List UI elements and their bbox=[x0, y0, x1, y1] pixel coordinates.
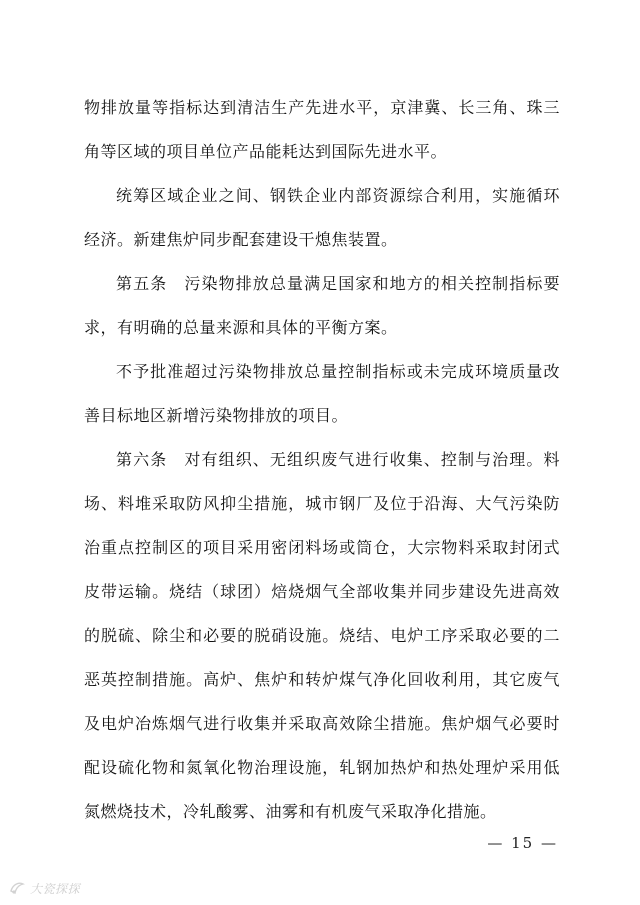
page-number: — 15 — bbox=[487, 834, 558, 852]
paragraph-continuation: 物排放量等指标达到清洁生产先进水平，京津冀、长三角、珠三角等区域的项目单位产品能耗达到国际先进水平。 bbox=[84, 98, 560, 161]
paragraph-approval-restriction: 不予批准超过污染物排放总量控制指标或未完成环境质量改善目标地区新增污染物排放的项目。 bbox=[84, 362, 560, 425]
watermark bbox=[8, 879, 80, 897]
watermark-logo-icon bbox=[8, 879, 26, 897]
paragraph-article-6: 第六条 对有组织、无组织废气进行收集、控制与治理。料场、料堆采取防风抑尘措施，城市钢厂及位于沿海、大气污染防治重点控制区的项目采用密闭料场或筒仓，大宗物料采取封闭式皮带运输。烧结（球团）焙烧烟气全部收集并同步建设先进高效的脱硫、除尘和必要的脱硝设施。烧结、电炉工序采取必要的二恶英控制措施。高炉、焦炉和转炉煤气净化回收利用，其它废气及电炉冶炼烟气进行收集并采取高效除尘措施。焦炉烟气必要时配设硫化物和氮氧化物治理设施，轧钢加热炉和热处理炉采用低氮燃烧技术，冷轧酸雾、油雾和有机废气采取净化措施。 bbox=[84, 450, 560, 821]
watermark-text: 大瓷探探 bbox=[30, 881, 81, 896]
paragraph-circular-economy: 统筹区域企业之间、钢铁企业内部资源综合利用，实施循环经济。新建焦炉同步配套建设干熄焦装置。 bbox=[84, 186, 560, 249]
paragraph-article-5: 第五条 污染物排放总量满足国家和地方的相关控制指标要求，有明确的总量来源和具体的平衡方案。 bbox=[84, 274, 560, 337]
document-body bbox=[84, 86, 560, 834]
